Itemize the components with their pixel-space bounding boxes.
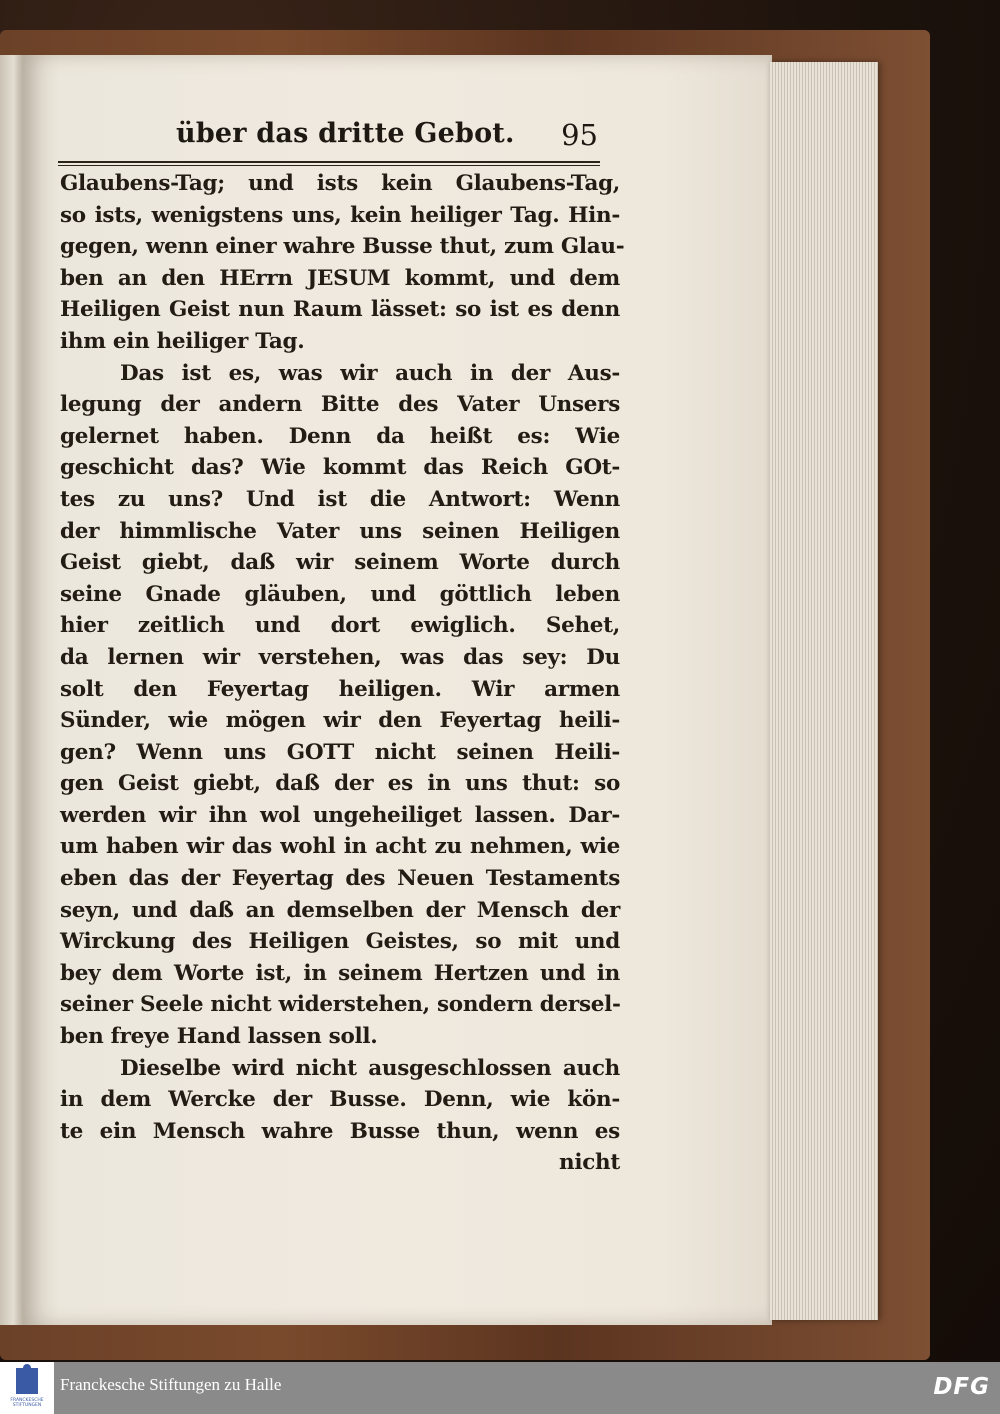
text-line: Sünder, wie mögen wir den Feyertag heili- xyxy=(60,708,620,734)
text-line: da lernen wir verstehen, was das sey: Du xyxy=(60,644,620,670)
running-head-title: über das dritte Gebot. xyxy=(176,118,515,149)
page-number: 95 xyxy=(561,118,598,152)
text-line: gegen, wenn einer wahre Busse thut, zum Glau- xyxy=(60,234,625,260)
institution-name[interactable]: Franckesche Stiftungen zu Halle xyxy=(60,1375,282,1394)
logo-icon xyxy=(16,1368,38,1394)
text-line: ihm ein heiliger Tag. xyxy=(60,328,305,354)
text-line: gen? Wenn uns GOTT nicht seinen Heili- xyxy=(60,739,620,765)
header-rule-thin xyxy=(58,165,600,166)
footer-bar xyxy=(0,1362,1000,1414)
text-line: Das ist es, was wir auch in der Aus- xyxy=(120,360,620,386)
text-line: ben freye Hand lassen soll. xyxy=(60,1024,378,1050)
page-stack-edge xyxy=(770,62,878,1320)
text-line: hier zeitlich und dort ewiglich. Sehet, xyxy=(60,613,620,639)
catchword: nicht xyxy=(559,1150,620,1176)
logo-text: FRANCKESCHE STIFTUNGEN xyxy=(10,1398,44,1408)
text-line: solt den Feyertag heiligen. Wir armen xyxy=(60,676,620,702)
text-line: tes zu uns? Und ist die Antwort: Wenn xyxy=(60,486,620,512)
text-line: um haben wir das wohl in acht zu nehmen, wie xyxy=(60,834,620,860)
text-line: Glaubens-Tag; und ists kein Glaubens-Tag, xyxy=(60,171,620,196)
text-line: der himmlische Vater uns seinen Heiligen xyxy=(60,518,620,544)
text-line: werden wir ihn wol ungeheiliget lassen. Dar- xyxy=(60,802,620,828)
text-line: gen Geist giebt, daß der es in uns thut: so xyxy=(60,771,620,797)
text-line: ben an den HErrn JESUM kommt, und dem xyxy=(60,265,620,291)
text-line: legung der andern Bitte des Vater Unsers xyxy=(60,392,620,418)
text-line: seine Gnade gläuben, und göttlich leben xyxy=(60,581,620,607)
text-line: Heiligen Geist nun Raum lässet: so ist es denn xyxy=(60,297,620,323)
running-head xyxy=(148,118,608,158)
text-line: in dem Wercke der Busse. Denn, wie kön- xyxy=(60,1087,620,1113)
text-line: eben das der Feyertag des Neuen Testaments xyxy=(60,866,620,892)
text-line: te ein Mensch wahre Busse thun, wenn es xyxy=(60,1118,620,1144)
text-line: Wirckung des Heiligen Geistes, so mit und xyxy=(60,929,620,955)
text-line: gelernet haben. Denn da heißt es: Wie xyxy=(60,423,620,449)
institution-logo[interactable] xyxy=(0,1362,54,1414)
text-line: geschicht das? Wie kommt das Reich GOt- xyxy=(60,455,620,481)
text-line: Geist giebt, daß wir seinem Worte durch xyxy=(60,550,620,576)
facing-page-edge xyxy=(0,55,22,1325)
text-line: so ists, wenigstens uns, kein heiliger Tag. Hin- xyxy=(60,202,620,228)
dfg-logo[interactable]: DFG xyxy=(933,1374,990,1400)
text-line: Dieselbe wird nicht ausgeschlossen auch xyxy=(120,1055,620,1081)
text-line: bey dem Worte ist, in seinem Hertzen und in xyxy=(60,960,620,986)
header-rule xyxy=(58,161,600,163)
text-line: seyn, und daß an demselben der Mensch der xyxy=(60,897,620,923)
text-line: seiner Seele nicht widerstehen, sondern dersel- xyxy=(60,992,621,1018)
body-text xyxy=(60,168,625,1179)
